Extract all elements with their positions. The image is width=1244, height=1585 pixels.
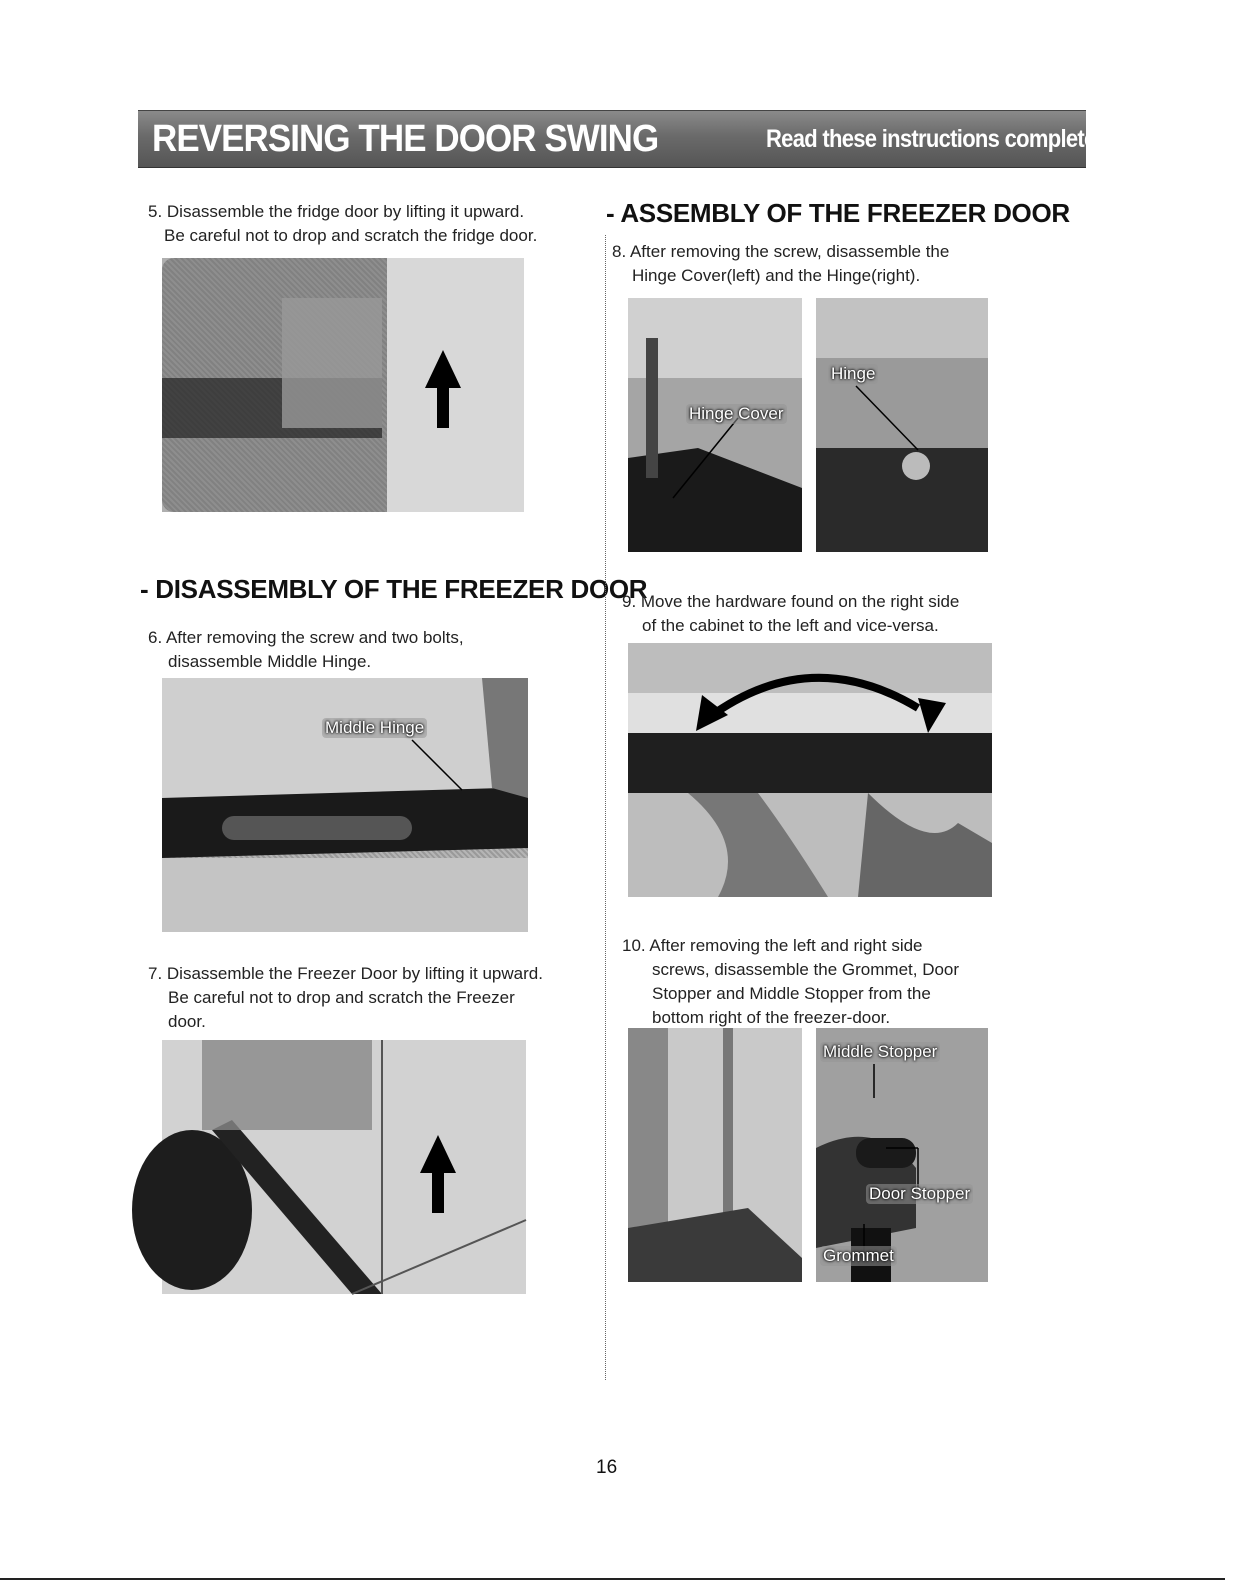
photo-screws [628, 1028, 802, 1282]
heading-assembly-freezer: - ASSEMBLY OF THE FREEZER DOOR [606, 198, 1070, 228]
photo-hinge-cover [628, 298, 802, 552]
banner-title: REVERSING THE DOOR SWING [152, 117, 659, 160]
label-hinge-cover: Hinge Cover [686, 404, 787, 424]
column-divider [605, 235, 606, 1380]
bottom-rule [0, 1578, 1225, 1580]
title-banner [138, 110, 1244, 168]
label-grommet: Grommet [820, 1246, 897, 1266]
heading-disassembly-freezer: - DISASSEMBLY OF THE FREEZER DOOR [140, 574, 648, 604]
label-middle-hinge: Middle Hinge [322, 718, 427, 738]
step-8-text: 8. After removing the screw, disassemble the Hinge Cover(left) and the Hinge(right). [612, 242, 950, 285]
step-5-text: 5. Disassemble the fridge door by lifting it upward. Be careful not to drop and scratch the fridge door. [148, 202, 538, 245]
step-9-text: 9. Move the hardware found on the right side of the cabinet to the left and vice-versa. [622, 592, 960, 635]
photo-stoppers [816, 1028, 988, 1282]
photo-fridge-door-lift [162, 258, 524, 512]
banner-subtitle: Read these instructions completely and carefully [766, 124, 1244, 153]
photo-hinge [816, 298, 988, 552]
label-door-stopper: Door Stopper [866, 1184, 973, 1204]
label-middle-stopper: Middle Stopper [820, 1042, 940, 1062]
page-number: 16 [596, 1457, 618, 1478]
step-10-text: 10. After removing the left and right side screws, disassemble the Grommet, Door Stopper and Middle Stopper from the bottom right of the freezer-door. [622, 936, 960, 1027]
photo-move-hardware [628, 643, 992, 897]
step-6-text: 6. After removing the screw and two bolts, disassemble Middle Hinge. [148, 628, 464, 671]
photo-freezer-door-lift [162, 1040, 526, 1294]
label-hinge: Hinge [828, 364, 878, 384]
photo-middle-hinge [162, 678, 528, 932]
step-7-text: 7. Disassemble the Freezer Door by lifting it upward. Be careful not to drop and scratch the Freezer door. [148, 964, 543, 1031]
